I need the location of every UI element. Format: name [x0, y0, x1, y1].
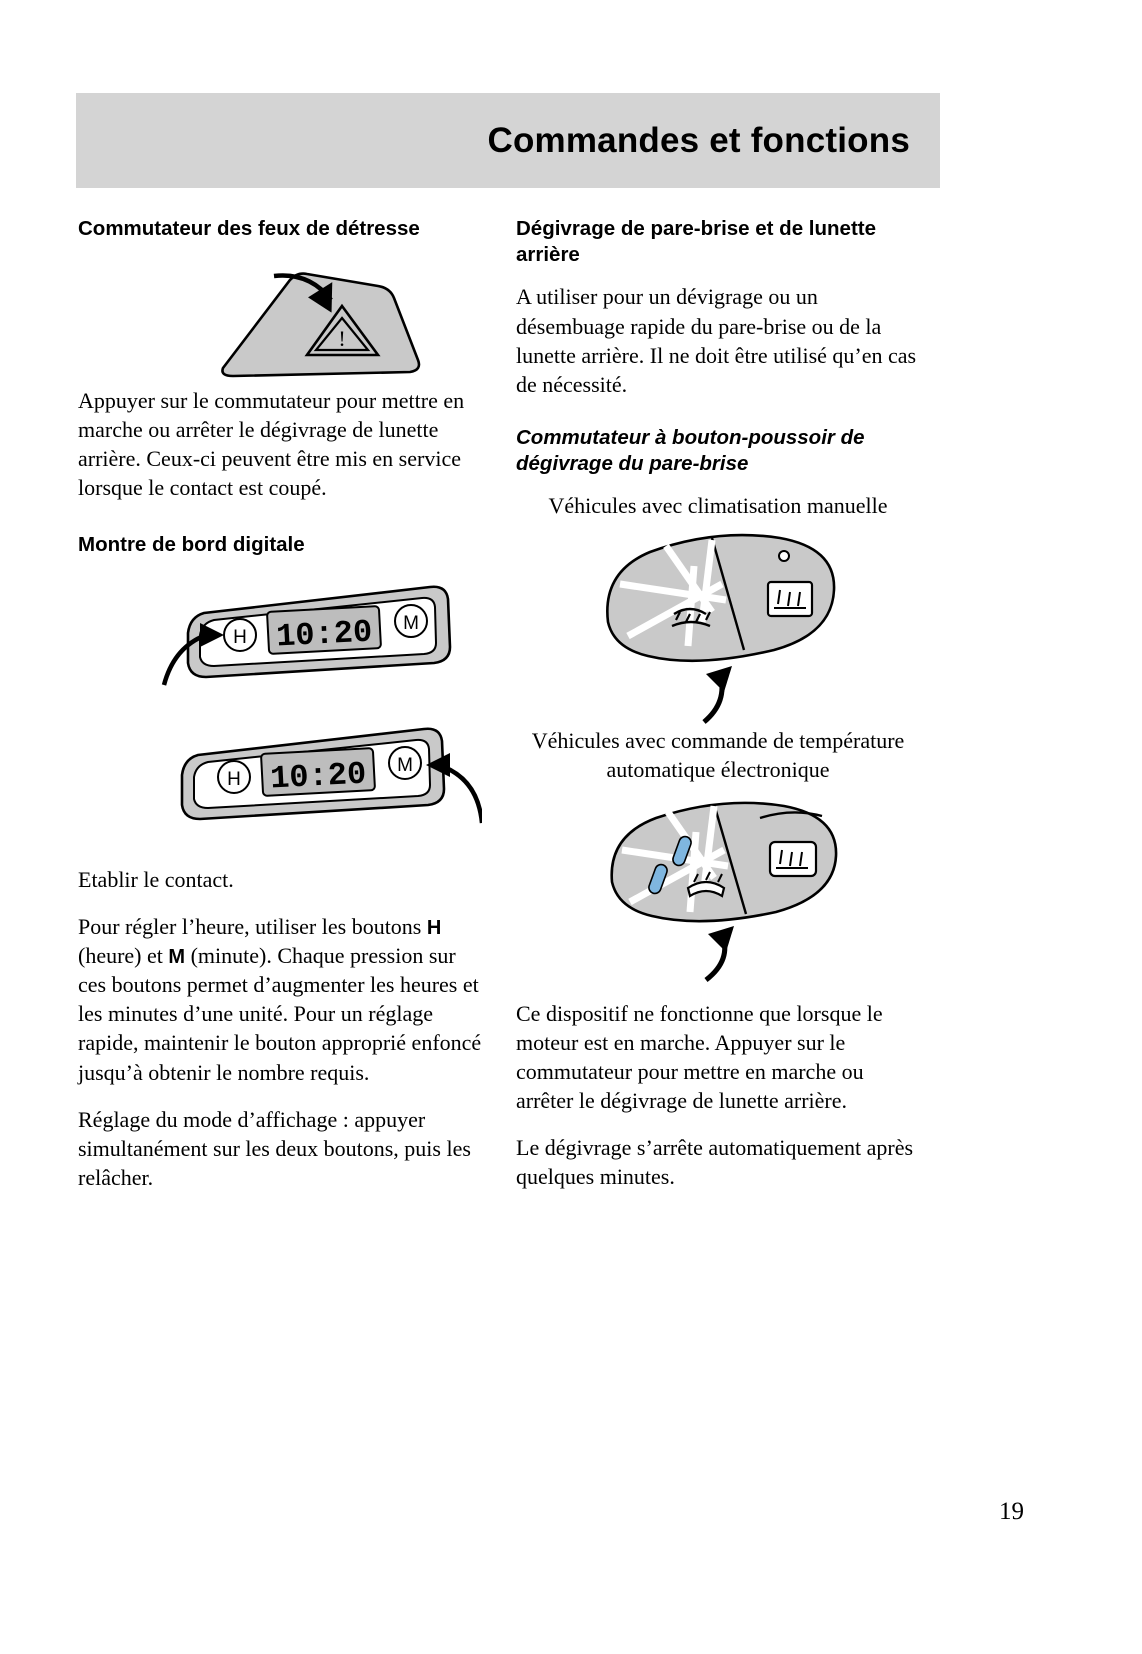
clock-display-bottom: 10:20 [269, 755, 368, 798]
set-time-text-2: (heure) et [78, 943, 169, 969]
clock-display-top: 10:20 [275, 613, 374, 656]
figure-digital-clock-hour-button [78, 573, 482, 705]
arrow-to-eatc-defrost-switch [706, 926, 734, 980]
svg-text:H: H [233, 626, 247, 648]
arrow-to-manual-defrost-switch [704, 666, 732, 722]
set-time-text-1: Pour régler l’heure, utiliser les boutons [78, 913, 427, 939]
paragraph-ignition: Etablir le contact. [78, 866, 234, 892]
subsection-title-pushbutton-defrost: Commutateur à bouton-poussoir de dégivrage du pare-brise [516, 425, 865, 475]
figure-manual-ac-defrost [516, 526, 920, 726]
svg-text:H: H [227, 768, 241, 790]
section-title-defrost: Dégivrage de pare-brise et de lunette arrière [516, 217, 877, 267]
minute-button-label: M [168, 946, 186, 969]
figure-digital-clock-minute-button [78, 719, 482, 851]
paragraph-defrost-usage: A utiliser pour un dévigrage ou un désembuage rapide du pare-brise ou de la lunette arrière. Il ne doit être utilisé qu’en cas de nécessité. [516, 284, 917, 397]
figure-eatc-defrost [516, 790, 920, 985]
caption-eatc: Véhicules avec commande de température automatique électronique [531, 728, 905, 783]
right-column [516, 216, 920, 1209]
rear-defrost-button-icon-eatc [770, 842, 816, 876]
paragraph-display-mode: Réglage du mode d’affichage : appuyer simultanément sur les deux boutons, puis les relâcher. [78, 1106, 471, 1190]
clock-body-top [188, 586, 450, 676]
paragraph-set-time [78, 912, 482, 1087]
manual-ac-panel-shape [607, 535, 834, 661]
svg-text:M: M [403, 612, 419, 634]
svg-text:M: M [397, 754, 413, 776]
page-number: 19 [999, 1498, 1024, 1525]
hour-button-label: H [426, 916, 442, 939]
set-time-text-3: (minute). Chaque pression sur ces boutons permet d’augmenter les heures et les minutes d’une unité. Pour un réglage rapide, maintenir le bouton approprié enfoncé jusqu’à obtenir le nombre requis. [78, 943, 482, 1085]
section-title-hazard-switch: Commutateur des feux de détresse [78, 217, 420, 240]
page-header-band [76, 93, 940, 188]
page-title: Commandes et fonctions [487, 120, 910, 160]
clock-body-bottom [182, 728, 444, 818]
caption-manual-ac: Véhicules avec climatisation manuelle [548, 493, 888, 519]
figure-hazard-switch [78, 256, 482, 386]
paragraph-hazard-switch: Appuyer sur le commutateur pour mettre en marche ou arrêter le dégivrage de lunette arrière. Ceux-ci peuvent être mis en service lorsque le contact est coupé. [78, 388, 465, 501]
paragraph-defrost-auto-off: Le dégivrage s’arrête automatiquement après quelques minutes. [516, 1135, 914, 1190]
svg-text:!: ! [338, 326, 346, 352]
eatc-panel-shape [612, 803, 836, 921]
paragraph-defrost-operation: Ce dispositif ne fonctionne que lorsque le moteur est en marche. Appuyer sur le commutateur pour mettre en marche ou arrêter le dégivrage de lunette arrière. [516, 1001, 883, 1114]
section-title-digital-clock: Montre de bord digitale [78, 533, 305, 557]
left-column [78, 216, 482, 1210]
